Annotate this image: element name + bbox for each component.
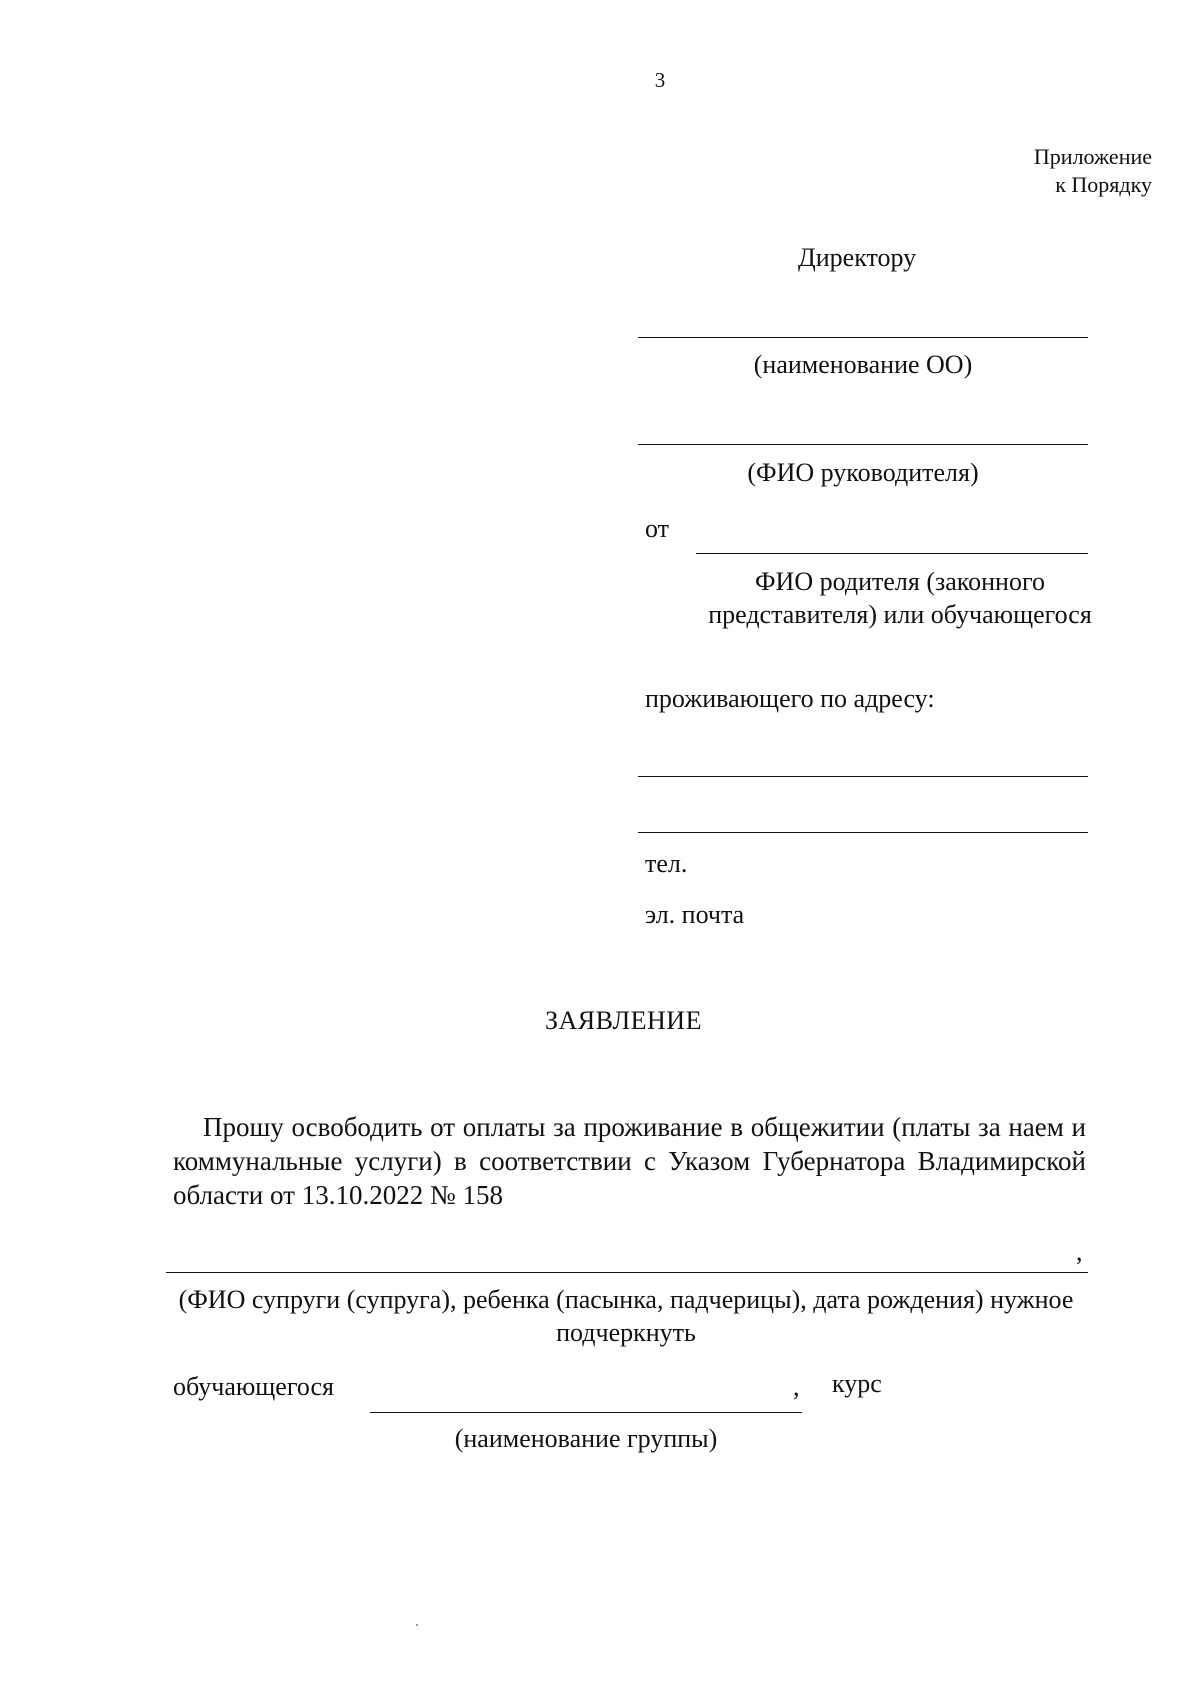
beneficiary-caption: (ФИО супруги (супруга), ребенка (пасынка, падчерицы), дата рождения) нужное подчеркнуть: [178, 1285, 1074, 1347]
email-label: эл. почта: [645, 900, 745, 929]
group-name-field[interactable]: [370, 1412, 802, 1413]
document-title: ЗАЯВЛЕНИЕ: [545, 1006, 702, 1035]
page-number: 3: [654, 68, 666, 92]
group-name-caption: (наименование группы): [454, 1424, 718, 1453]
scan-speck: [416, 1624, 418, 1626]
group-comma: ,: [793, 1372, 800, 1401]
address-label: проживающего по адресу:: [645, 684, 935, 713]
statement-body: Прошу освободить от оплаты за проживание в общежитии (платы за наем и коммунальные услуги) в соответствии с Указом Губернатора Владимирской области от 13.10.2022 № 158: [173, 1112, 1086, 1210]
sender-name-caption: ФИО родителя (законного представителя) или обучающегося: [708, 567, 1092, 629]
from-label: от: [645, 514, 670, 543]
sender-name-field[interactable]: [696, 553, 1088, 554]
appendix-line-2: к Порядку: [1055, 172, 1152, 197]
course-label: курс: [832, 1369, 882, 1398]
address-field-1[interactable]: [638, 776, 1088, 777]
org-name-field[interactable]: [638, 337, 1088, 338]
address-field-2[interactable]: [638, 832, 1088, 833]
beneficiary-field[interactable]: [166, 1272, 1088, 1273]
director-label: Директору: [798, 243, 917, 272]
head-name-field[interactable]: [638, 444, 1088, 445]
beneficiary-comma: ,: [1076, 1237, 1083, 1266]
appendix-line-1: Приложение: [1033, 144, 1152, 169]
phone-label: тел.: [645, 849, 688, 878]
org-name-caption: (наименование ОО): [753, 350, 973, 379]
appendix-note: [1034, 143, 1152, 199]
student-label: обучающегося: [173, 1372, 335, 1401]
head-name-caption: (ФИО руководителя): [747, 458, 979, 487]
